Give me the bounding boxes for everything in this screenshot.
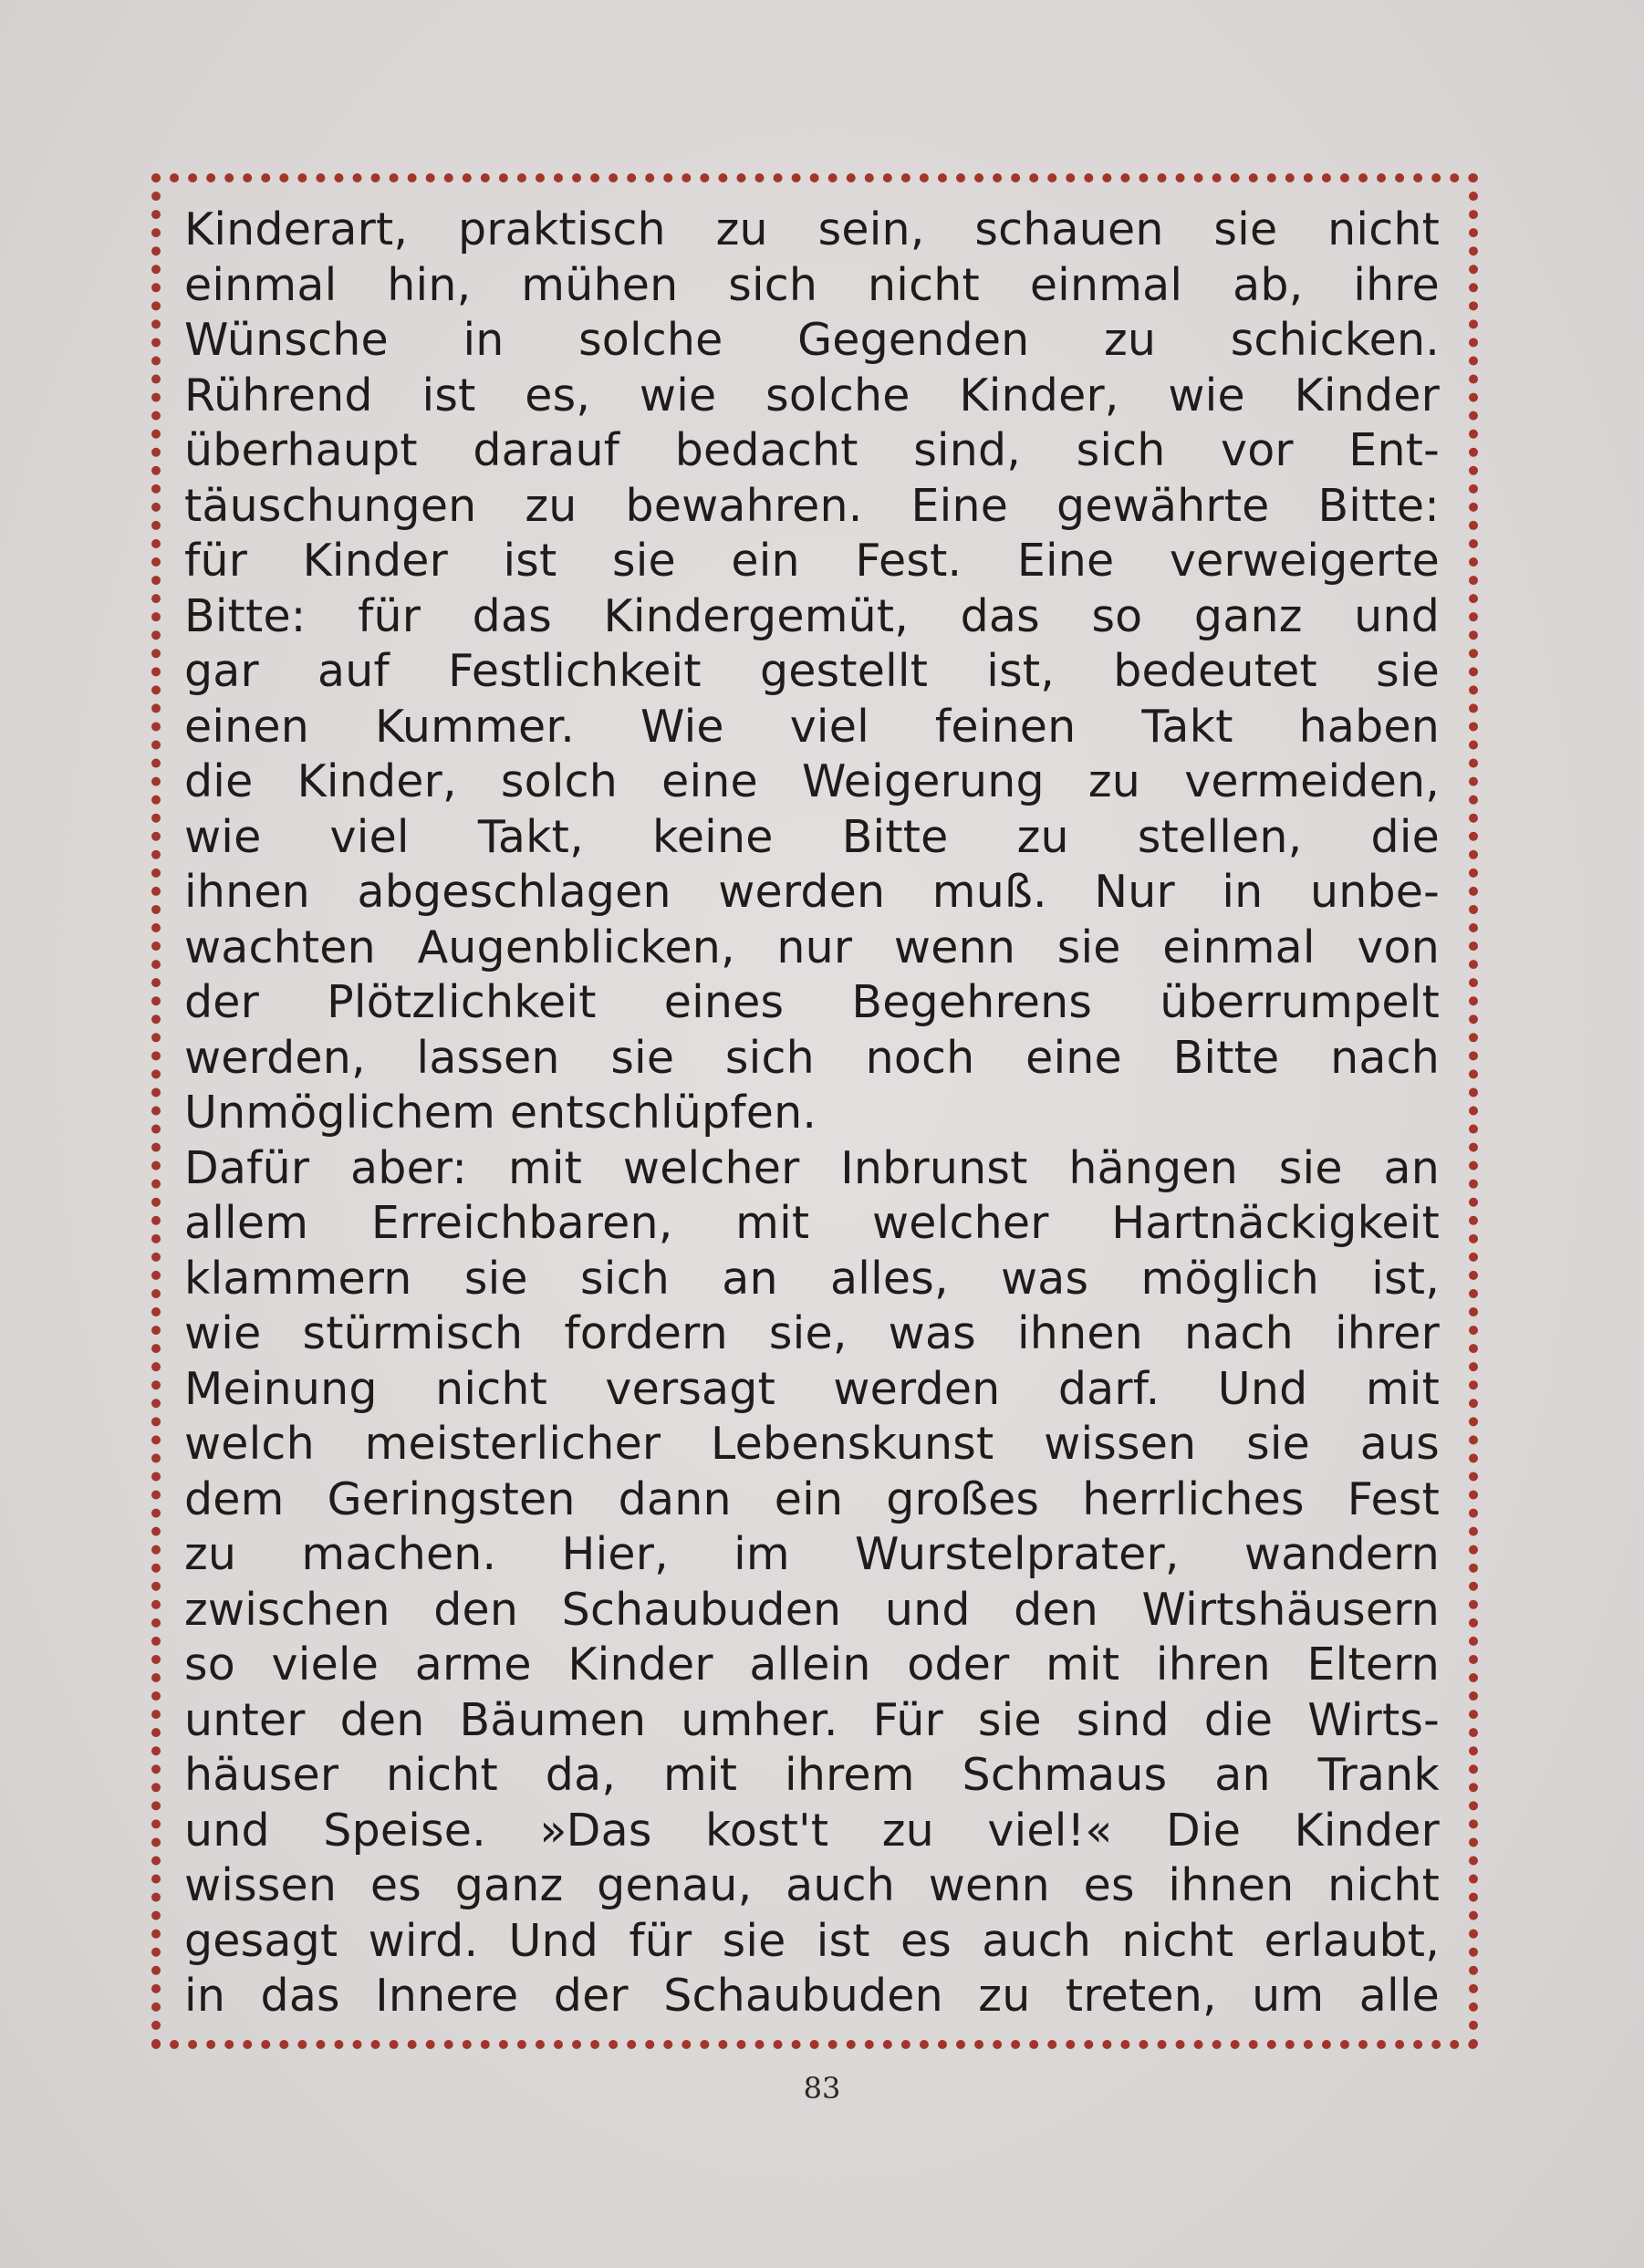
text-line: zwischen den Schaubuden und den Wirtshäusern xyxy=(184,1583,1440,1636)
text-line: ihnen abgeschlagen werden muß. Nur in unbe- xyxy=(184,866,1440,918)
text-line: die Kinder, solch eine Weigerung zu vermeiden, xyxy=(184,755,1440,807)
text-line: werden, lassen sie sich noch eine Bitte nach xyxy=(184,1031,1440,1084)
text-line: zu machen. Hier, im Wurstelprater, wandern xyxy=(184,1528,1440,1580)
text-line: häuser nicht da, mit ihrem Schmaus an Trank xyxy=(184,1749,1440,1801)
text-line: in das Innere der Schaubuden zu treten, um alle xyxy=(184,1970,1440,2022)
text-line: Rührend ist es, wie solche Kinder, wie Kinder xyxy=(184,369,1440,421)
text-line: klammern sie sich an alles, was möglich ist, xyxy=(184,1252,1440,1305)
text-line: Wünsche in solche Gegenden zu schicken. xyxy=(184,314,1440,366)
text-line: welch meisterlicher Lebenskunst wissen sie aus xyxy=(184,1418,1440,1470)
text-line: gesagt wird. Und für sie ist es auch nicht erlaubt, xyxy=(184,1914,1440,1967)
text-line: täuschungen zu bewahren. Eine gewährte Bitte: xyxy=(184,479,1440,532)
text-line: wachten Augenblicken, nur wenn sie einmal von xyxy=(184,921,1440,973)
text-line: wissen es ganz genau, auch wenn es ihnen nicht xyxy=(184,1859,1440,1911)
text-line: der Plötzlichkeit eines Begehrens überrumpelt xyxy=(184,976,1440,1028)
text-line: dem Geringsten dann ein großes herrliches Fest xyxy=(184,1472,1440,1525)
text-line: so viele arme Kinder allein oder mit ihren Eltern xyxy=(184,1639,1440,1691)
text-line: wie stürmisch fordern sie, was ihnen nach ihrer xyxy=(184,1307,1440,1359)
text-line: überhaupt darauf bedacht sind, sich vor Ent- xyxy=(184,424,1440,476)
text-line: gar auf Festlichkeit gestellt ist, bedeutet sie xyxy=(184,645,1440,697)
text-line: Kinderart, praktisch zu sein, schauen sie nicht xyxy=(184,203,1440,255)
text-line: einen Kummer. Wie viel feinen Takt haben xyxy=(184,700,1440,753)
text-line: Meinung nicht versagt werden darf. Und mit xyxy=(184,1362,1440,1415)
text-line-paragraph-end: Unmöglichem entschlüpfen. xyxy=(184,1087,817,1139)
page-number: 83 xyxy=(803,2071,841,2106)
body-text xyxy=(184,203,1440,2024)
text-line: allem Erreichbaren, mit welcher Hartnäckigkeit xyxy=(184,1197,1440,1249)
text-line: unter den Bäumen umher. Für sie sind die Wirts- xyxy=(184,1693,1440,1746)
text-line: und Speise. »Das kost't zu viel!« Die Kinder xyxy=(184,1804,1440,1857)
text-line: Dafür aber: mit welcher Inbrunst hängen sie an xyxy=(184,1141,1440,1194)
text-line: für Kinder ist sie ein Fest. Eine verweigerte xyxy=(184,535,1440,587)
text-line: Bitte: für das Kindergemüt, das so ganz und xyxy=(184,589,1440,642)
text-line: einmal hin, mühen sich nicht einmal ab, ihre xyxy=(184,258,1440,311)
text-line: wie viel Takt, keine Bitte zu stellen, die xyxy=(184,810,1440,863)
